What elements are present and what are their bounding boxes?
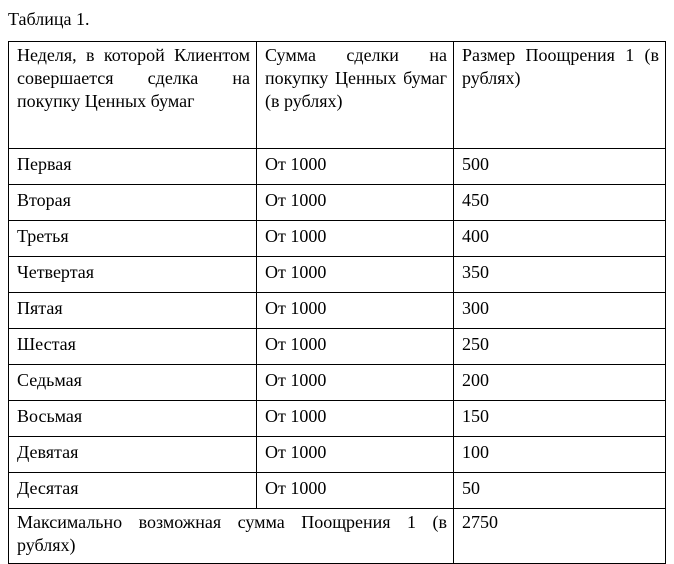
cell-week: Первая <box>9 149 257 185</box>
cell-reward: 300 <box>454 293 666 329</box>
cell-amount: От 1000 <box>257 473 454 509</box>
total-value: 2750 <box>454 509 666 564</box>
cell-week: Восьмая <box>9 401 257 437</box>
cell-reward: 500 <box>454 149 666 185</box>
header-week: Неделя, в которой Клиентом совершается сделка на покупку Ценных бумаг <box>9 42 257 149</box>
header-amount: Сумма сделки на покупку Ценных бумаг (в рублях) <box>257 42 454 149</box>
cell-reward: 250 <box>454 329 666 365</box>
cell-week: Десятая <box>9 473 257 509</box>
cell-week: Шестая <box>9 329 257 365</box>
cell-reward: 450 <box>454 185 666 221</box>
header-reward: Размер Поощрения 1 (в рублях) <box>454 42 666 149</box>
cell-amount: От 1000 <box>257 437 454 473</box>
cell-reward: 150 <box>454 401 666 437</box>
table-row <box>9 149 666 185</box>
cell-week: Четвертая <box>9 257 257 293</box>
cell-amount: От 1000 <box>257 149 454 185</box>
reward-table <box>8 41 666 564</box>
table-row <box>9 401 666 437</box>
cell-reward: 400 <box>454 221 666 257</box>
table-caption: Таблица 1. <box>8 9 90 29</box>
table-header-row <box>9 42 666 149</box>
table-total-row <box>9 509 666 564</box>
table-row <box>9 221 666 257</box>
total-label: Максимально возможная сумма Поощрения 1 (в рублях) <box>9 509 454 564</box>
cell-week: Пятая <box>9 293 257 329</box>
cell-amount: От 1000 <box>257 257 454 293</box>
table-row <box>9 257 666 293</box>
cell-week: Девятая <box>9 437 257 473</box>
table-row <box>9 329 666 365</box>
cell-amount: От 1000 <box>257 365 454 401</box>
cell-amount: От 1000 <box>257 329 454 365</box>
cell-amount: От 1000 <box>257 293 454 329</box>
table-row <box>9 437 666 473</box>
table-row <box>9 365 666 401</box>
cell-week: Третья <box>9 221 257 257</box>
cell-amount: От 1000 <box>257 221 454 257</box>
cell-reward: 100 <box>454 437 666 473</box>
table-row <box>9 293 666 329</box>
cell-week: Вторая <box>9 185 257 221</box>
cell-reward: 200 <box>454 365 666 401</box>
cell-week: Седьмая <box>9 365 257 401</box>
cell-reward: 50 <box>454 473 666 509</box>
table-row <box>9 185 666 221</box>
cell-amount: От 1000 <box>257 401 454 437</box>
table-row <box>9 473 666 509</box>
cell-amount: От 1000 <box>257 185 454 221</box>
cell-reward: 350 <box>454 257 666 293</box>
